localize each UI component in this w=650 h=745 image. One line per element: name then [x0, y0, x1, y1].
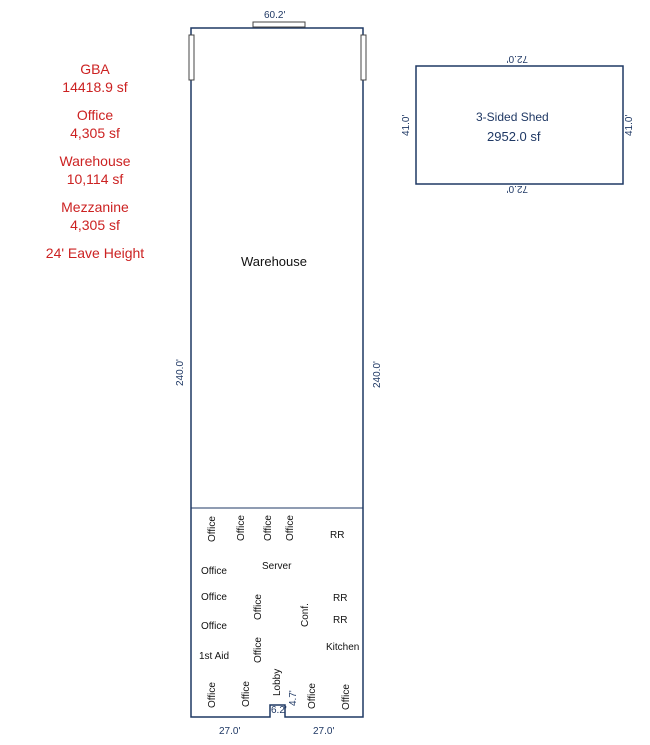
restroom-2: RR [333, 593, 348, 604]
top-door [253, 22, 305, 27]
office-room-13: Office [341, 684, 352, 710]
right-door [361, 35, 366, 80]
shed-area: 2952.0 sf [487, 129, 541, 144]
mezzanine-label: Mezzanine [61, 199, 129, 215]
left-height-dim: 240.0' [175, 359, 186, 386]
left-door [189, 35, 194, 80]
restroom-3: RR [333, 615, 348, 626]
office-room-9: Office [253, 637, 264, 663]
bottom-left-dim: 27.0' [219, 726, 241, 737]
office-room-6: Office [201, 592, 227, 603]
warehouse-label: Warehouse [59, 153, 131, 169]
mezzanine-value: 4,305 sf [70, 217, 120, 233]
building-outline [191, 28, 363, 717]
entry-depth-dim: 4.7' [288, 690, 299, 706]
office-value: 4,305 sf [70, 125, 120, 141]
server-room: Server [262, 561, 292, 572]
restroom-1: RR [330, 530, 345, 541]
office-room-10: Office [207, 682, 218, 708]
office-room-3: Office [263, 515, 274, 541]
conference-room: Conf. [300, 603, 311, 627]
warehouse-value: 10,114 sf [66, 171, 124, 187]
office-room-11: Office [241, 681, 252, 707]
lobby-room: Lobby [272, 668, 283, 696]
entry-width-dim: 6.2' [271, 705, 287, 716]
top-width-dim: 60.2' [264, 10, 286, 21]
office-room-8: Office [201, 621, 227, 632]
shed-bottom-dim: 72.0' [506, 183, 528, 194]
gba-value: 14418.9 sf [62, 79, 128, 95]
shed-top-dim: 72.0' [506, 53, 528, 64]
office-room-4: Office [285, 515, 296, 541]
right-height-dim: 240.0' [372, 361, 383, 388]
office-room-2: Office [236, 515, 247, 541]
shed-name: 3-Sided Shed [476, 110, 549, 124]
office-label: Office [76, 107, 114, 123]
shed-left-dim: 41.0' [401, 114, 412, 136]
eave-label: 24' Eave Height [45, 245, 145, 261]
kitchen-room: Kitchen [326, 642, 360, 653]
shed-right-dim: 41.0' [624, 114, 635, 136]
warehouse-room-label: Warehouse [241, 254, 307, 269]
office-room-1: Office [207, 516, 218, 542]
office-room-5: Office [201, 566, 227, 577]
office-room-7: Office [253, 594, 264, 620]
gba-label: GBA [80, 61, 110, 77]
bottom-right-dim: 27.0' [313, 726, 335, 737]
first-aid-room: 1st Aid [199, 651, 230, 662]
office-room-12: Office [307, 683, 318, 709]
shed-outline [416, 66, 623, 184]
